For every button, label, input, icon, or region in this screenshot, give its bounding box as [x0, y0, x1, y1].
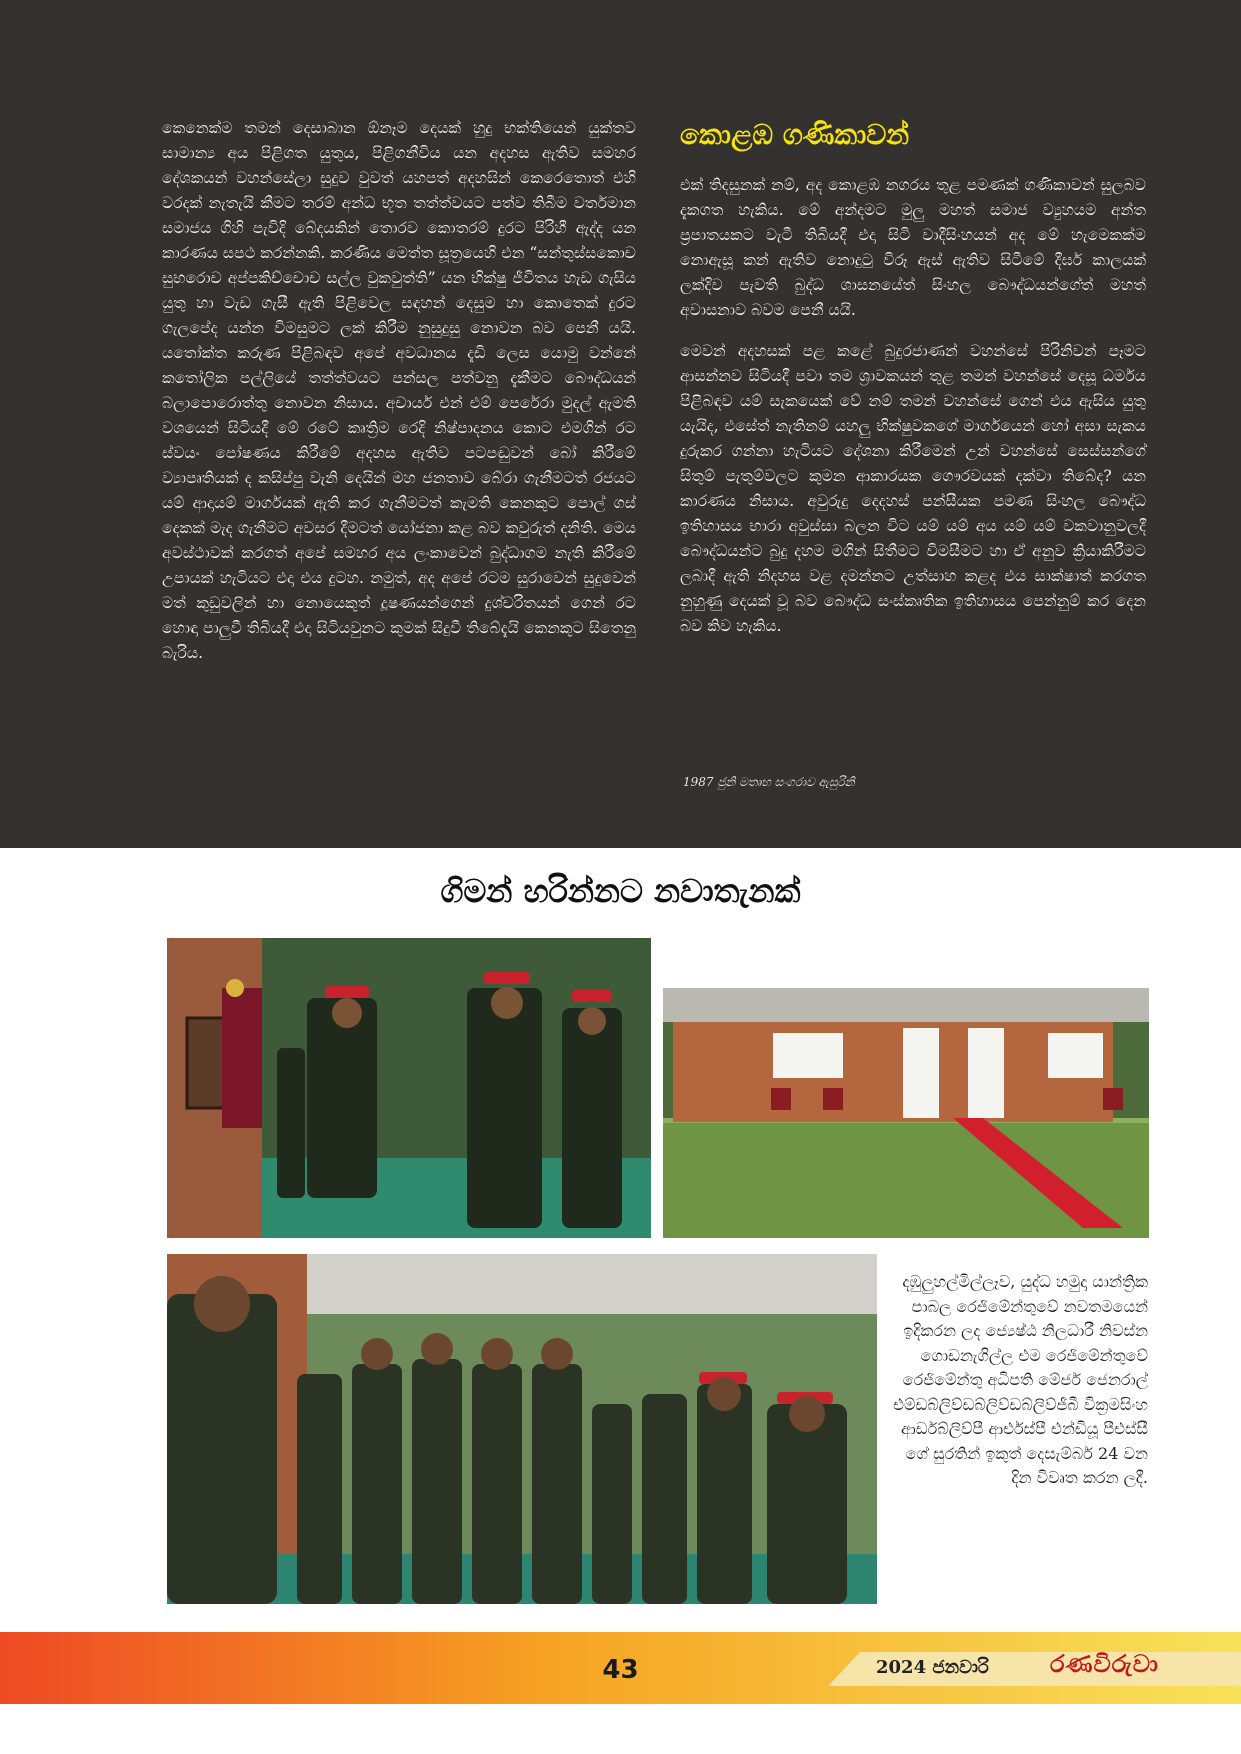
- article-left-column: [162, 116, 636, 682]
- article-right-column: [680, 173, 1146, 655]
- section-title: ගිමන් හරින්නට නවාතැනක්: [440, 872, 801, 910]
- left-column-text: කෙනෙක්ම තමන් දෙසාබාන ඕනෑම දෙයක් හුදු භක්තියෙන් යුක්තව සාමාන්‍ය අය පිළිගත යුතුය, පිළිගනීවිය යන අදහස ඇතිව සමහර දේශකයන් වහන්සේලා සුදුව වුවත් යහපත් අදහසින් කෙරෙතොත් එහි වරදක් නැතැයි කීමට තරම් අන්ධ භූත තත්ත්වයට පත්ව තිබීම වර්තමාන සමාජය ගිහි පැවිදි බේදයකින් තොරව කොතරම් දුරට පිරිහී ඇද්ද යන කාරණය සපථ කරන්නකි. කරණිය මෙත්ත සූත්‍රයෙහි එන “සන්තුස්සකොච සුභරොච අප්පකිච්චොච සල්ල වුකවුත්ති” යන භික්ෂු ජීවිතය හැඩ ගැසිය යුතු හා වැඩ ගැසී ඇති පිළිවෙල සඳහන් දෙසුම හා කොතෙක් දුරට ගැලපේද යන්න විමසුමට ලක් කිරීම නුසුදුසු නොවන බව පෙනී යයි. යතෝක්ත කරුණ පිළිබඳව අපේ අවධානය දැඩි ලෙස යොමු වන්නේ කතෝලික පල්ලියේ තත්ත්වයට පන්සල පත්වනු දැකීමට බෞද්ධයන් බලාපොරොත්තු නොවන නිසාය. අචාර්ය එන් එම් පෙරේරා මුදල් ඇමති වශයෙන් සිටියදී මේ රටේ කෘත්‍රිම රෙදි නිෂ්පාදනය කොට එමගින් රට ස්වයං පෝෂණය කිරීමේ අදහස ඇතිව පටපඬුවන් බෝ කිරීමේ ව්‍යාපෘතියක් ද කසිප්පු වැනි දෙයින් මහ ජනතාව බේරා ගැනීමටත් රජයට යම් ආදායම් මාර්ගයක් ඇති කර ගැනීමටත් කැමති කෙනකුට පොල් ගස් දෙකක් මැද ගැනීමට අවසර දීමටත් යෝජනා කළ බව කවුරුත් දනිති. මෙය අවස්ථාවක් කරගත් අපේ සමහර අය ලංකාවෙන් බුද්ධාගම නැති කිරීමේ උපායක් හැටියට එදා එය දුටහ. නමුත්, අද අපේ රටම සුරාවෙන් සුදුවෙන් මත් කුඩුවලින් හා නොයෙකුත් දූෂණයන්ගෙන් දුශ්චරිතයන් ගෙන් රට හොඳා පාලුවී තිබියදී එදා සිටියවුනට කුමක් සිදුවී තිබේදැයි කෙනකුට සිතෙනු බැරිය.: [162, 119, 636, 662]
- right-paragraph-2: මෙවන් අදහසක් පළ කළේ බුදුරජාණන් වහන්සේ පිරිනිවන් පෑමට ආසන්නව සිටියදී පවා තම ශ්‍රාවකයන් තුළ තමන් වහන්සේ දෙසූ ධර්මය පිළිබඳව යම් සැකයෙක් වේ නම් තමන් වහන්සේ ගෙන් එය ඇසිය යුතු යැයිද, එසේත් නැතිනම් යහලු භික්ෂුවකගේ මාර්ගයෙන් හෝ අසා සැකය දුරුකර ගන්නා හැටියට දේශනා කිරීමෙන් උන් වහන්සේ සෙස්සන්ගේ සිතුම් පැතුම්වලට කුමන ආකාරයක ගෞරවයක් දක්වා තිබේද? යන කාරණය නිසාය. අවුරුදු දෙදහස් පන්සීයක පමණ සිංහල බෞද්ධ ඉතිහාසය භාරා අවුස්සා බලන විට යම් යම් අය යම් යම් වකවානුවලදී බෞද්ධයන්ට බුදු දහම මගින් සිතීමට විමසීමට හා ඒ අනුව ක්‍රියාකිරීමට ලබාදී ඇති නිදහස වළ දමන්නට උත්සාහ කළද එය සාක්ෂාත් කරගත නුහුණු දෙයක් වූ බව බෞද්ධ සංස්කෘතික ඉතිහාසය පෙන්නුම් කර දෙන බව කිව හැකිය.: [680, 342, 1146, 635]
- right-paragraph-1: එක් තිදසුනක් නම්, අද කොළඹ නගරය තුළ පමණක් ගණිකාවන් සුලබව දැකගත හැකිය. මේ අන්දමට මුලු මහත් සමාජ ව්‍යුහයම අන්ත ප්‍රපාතයකට වැටී තිබියදී එදා සිටි වාදීසිංහයන් අද මේ හැමෙකක්ම නොඇසූ කන් ඇතිව නොදුටු විරූ ඇස් ඇතිව සිටීමේ දීර්ඝ කාලයක් ලක්දිව පැවති බුද්ධ ශාසනයේත් සිංහල බෞද්ධයන්ගේත් මහත් අවාසනාව බවම පෙනී යයි.: [680, 176, 1146, 319]
- photo-caption: දඹුලුහල්මිල්ලෑව, යුද්ධ හමුදා යාන්ත්‍රික පාබල රෙජිමේන්තුවේ නවතමයෙන් ඉදිකරන ලද ජ්‍යෙෂ්ඨ නිලධාරී නිවස්න ගොඩනැගිල්ල එම රෙජිමේන්තුවේ රෙජිමේන්තු අධිපති මේජර් ජෙනරාල් එම්ඩබ්ලිව්ඩබ්ලිව්ඩබ්ලිව්ජීබී වික්‍රමසිංහ ආර්ඩබ්ලිව්පී ආර්එස්පී එන්ඩියූ පීඑස්සී ගේ සුරතින් ඉකුත් දෙසැම්බර් 24 වන දින විවෘත කරන ලදී.: [893, 1272, 1148, 1487]
- source-note: 1987 ජුනි මතෘභ සංගරාව ඇසුරිනි: [683, 775, 855, 789]
- issue-date: 2024 ජනවාරි: [876, 1657, 989, 1678]
- magazine-logo: රණවිරුවා: [1050, 1650, 1159, 1678]
- photo-plaque-unveiling: [167, 938, 651, 1238]
- photo-officers-group: [167, 1254, 877, 1604]
- photo-new-building: [663, 988, 1149, 1238]
- article-heading: කොළඹ ගණිකාවන්: [680, 118, 910, 151]
- page-number: 43: [602, 1655, 639, 1685]
